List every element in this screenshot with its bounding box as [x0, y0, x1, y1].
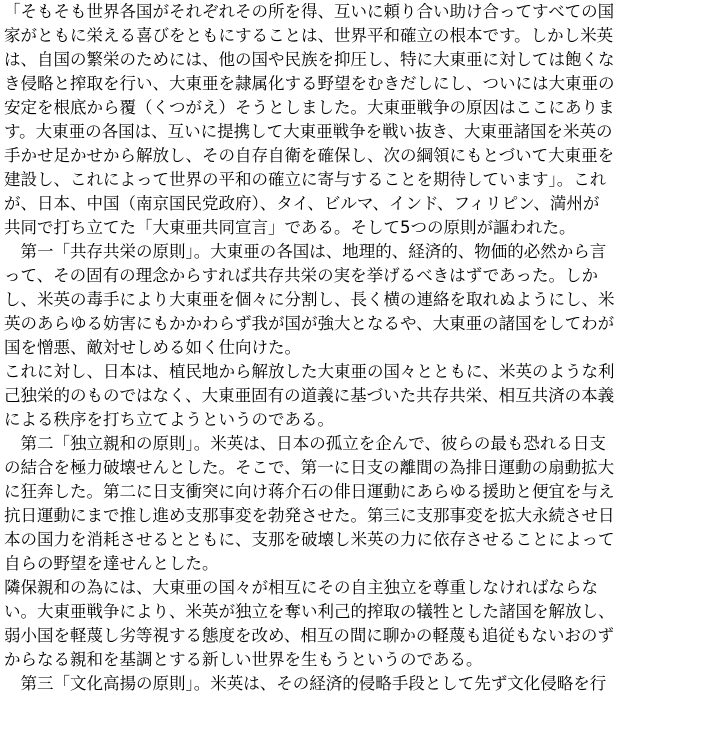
- text-line: 己独栄的のものではなく、大東亜固有の道義に基づいた共存共栄、相互共済の本義: [4, 386, 615, 405]
- text-line: 本の国力を消耗させるとともに、支那を破壊し米英の力に依存させることによって: [4, 530, 615, 549]
- text-line: い。大東亜戦争により、米英が独立を奪い利己的搾取の犠牲とした諸国を解放し、: [4, 602, 615, 621]
- text-line: が、日本、中国（南京国民党政府）、タイ、ビルマ、インド、フィリピン、満州が: [4, 194, 600, 213]
- text-line: 第三「文化高揚の原則」。米英は、その経済的侵略手段として先ず文化侵略を行: [4, 674, 607, 693]
- text-line: って、その固有の理念からすれば共存共栄の実を挙げるべきはずであった。しか: [4, 266, 598, 285]
- text-line: 弱小国を軽蔑し劣等視する態度を改め、相互の間に聊かの軽蔑も追従もないおのず: [4, 626, 614, 645]
- text-line: 安定を根底から覆（くつがえ）そうとしました。大東亜戦争の原因はここにありま: [4, 98, 615, 117]
- text-line: 自らの野望を達せんとした。: [4, 554, 219, 573]
- text-line: す。大東亜の各国は、互いに提携して大東亜戦争を戦い抜き、大東亜諸国を米英の: [4, 122, 613, 141]
- text-line: 家がともに栄える喜びをともにすることは、世界平和確立の根本です。しかし米英: [4, 26, 614, 45]
- text-line: 抗日運動にまで推し進め支那事変を勃発させた。第三に支那事変を拡大永続させ日: [4, 506, 615, 525]
- text-line: 共同で打ち立てた「大東亜共同宣言」である。そして5つの原則が謳われた。: [4, 218, 576, 237]
- text-line: 隣保親和の為には、大東亜の国々が相互にその自主独立を尊重しなければならな: [4, 578, 598, 597]
- text-line: 英のあらゆる妨害にもかかわらず我が国が強大となるや、大東亜の諸国をしてわが: [4, 314, 615, 333]
- text-line: 第二「独立親和の原則」。米英は、日本の孤立を企んで、彼らの最も恐れる日支: [4, 434, 606, 453]
- text-line: 手かせ足かせから解放し、その自存自衛を確保し、次の綱領にもとづいて大東亜を: [4, 146, 615, 165]
- text-line: し、米英の毒手により大東亜を個々に分割し、長く横の連絡を取れぬようにし、米: [4, 290, 615, 309]
- text-line: 「そもそも世界各国がそれぞれその所を得、互いに頼り合い助け合ってすべての国: [4, 2, 615, 21]
- text-line: 第一「共存共栄の原則」。大東亜の各国は、地理的、経済的、物価的必然から言: [4, 242, 607, 261]
- text-line: これに対し、日本は、植民地から解放した大東亜の国々とともに、米英のような利: [4, 362, 615, 381]
- text-line: からなる親和を基調とする新しい世界を生もうというのである。: [4, 650, 483, 669]
- text-line: は、自国の繁栄のためには、他の国や民族を抑圧し、特に大東亜に対しては飽くな: [4, 50, 615, 69]
- text-line: 建設し、これによって世界の平和の確立に寄与することを期待しています」。これ: [4, 170, 607, 189]
- text-line: に狂奔した。第二に日支衝突に向け蒋介石の俳日運動にあらゆる援助と便宜を与え: [4, 482, 615, 501]
- text-line: 国を憎悪、敵対せしめる如く仕向けた。: [4, 338, 301, 357]
- text-line: の結合を極力破壊せんとした。そこで、第一に日支の離間の為排日運動の扇動拡大: [4, 458, 615, 477]
- text-line: き侵略と搾取を行い、大東亜を隷属化する野望をむきだしにし、ついには大東亜の: [4, 74, 615, 93]
- text-line: による秩序を打ち立てようというのである。: [4, 410, 334, 429]
